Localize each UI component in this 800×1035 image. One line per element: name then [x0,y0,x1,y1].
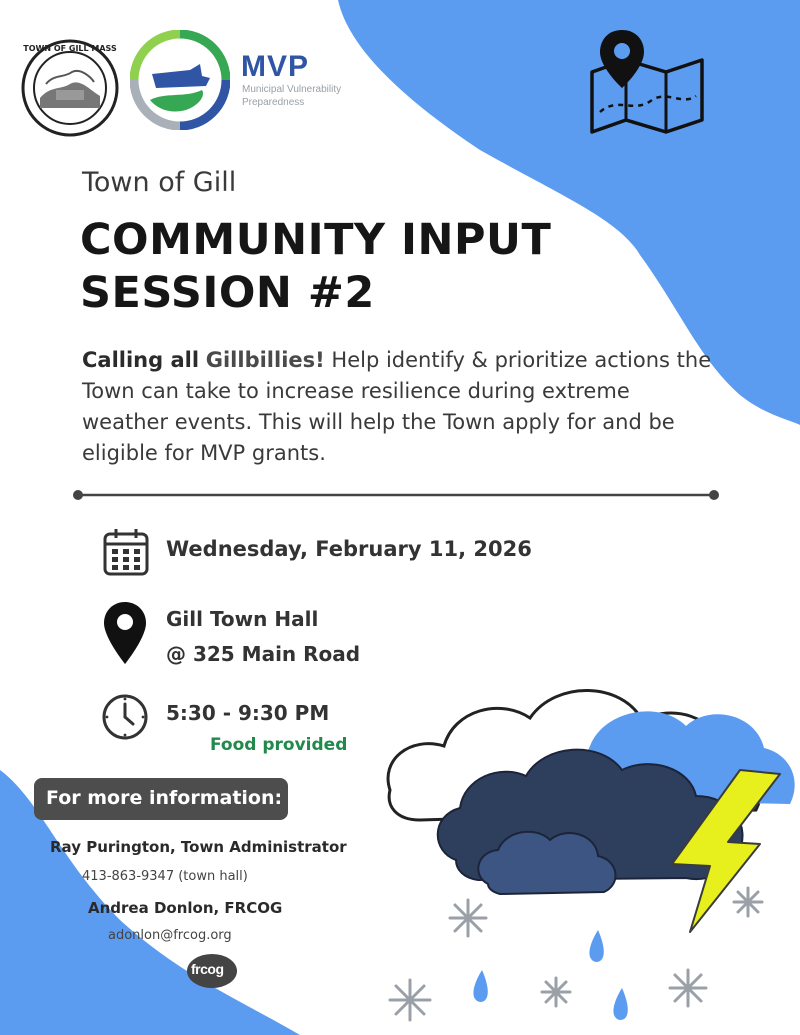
title-line2: SESSION #2 [80,268,375,318]
contact-phone: 413-863-9347 (town hall) [82,869,248,884]
intro-highlight: Gillbillies! [205,348,325,372]
town-seal-logo [20,38,120,138]
intro-paragraph [82,345,722,469]
title-line1: COMMUNITY INPUT [80,215,552,265]
event-time: 5:30 - 9:30 PM [166,701,330,725]
contact-name: Ray Purington, Town Administrator [50,838,347,856]
page-title [80,214,680,320]
mvp-subtitle-line1: Municipal Vulnerability [242,84,342,95]
contact-email: adonlon@frcog.org [108,928,232,943]
map-pin-icon [582,26,712,136]
storm-cloud-icon [360,670,800,1035]
calendar-icon [102,527,150,577]
clock-icon [100,692,150,742]
location-line1: Gill Town Hall [166,607,319,631]
town-name: Town of Gill [82,167,237,198]
location-line2: @ 325 Main Road [166,642,361,666]
svg-text:TOWN OF GILL MASS: TOWN OF GILL MASS [23,44,117,53]
frcog-logo-text: frcog [191,961,224,977]
food-note: Food provided [210,735,348,755]
event-date: Wednesday, February 11, 2026 [166,537,532,561]
mvp-title: MVP [241,50,310,83]
intro-body: Help identify & prioritize actions the Town can take to increase resilience during extreme weather events. This will help the Town apply for and be eligible for MVP grants. [82,348,712,465]
info-label: For more information: [46,787,283,809]
divider [72,489,720,501]
intro-lead: Calling all [82,348,200,372]
mvp-logo [130,30,230,130]
location-pin-icon [102,600,148,666]
contact-name: Andrea Donlon, FRCOG [88,899,283,917]
mvp-subtitle-line2: Preparedness [242,97,305,108]
